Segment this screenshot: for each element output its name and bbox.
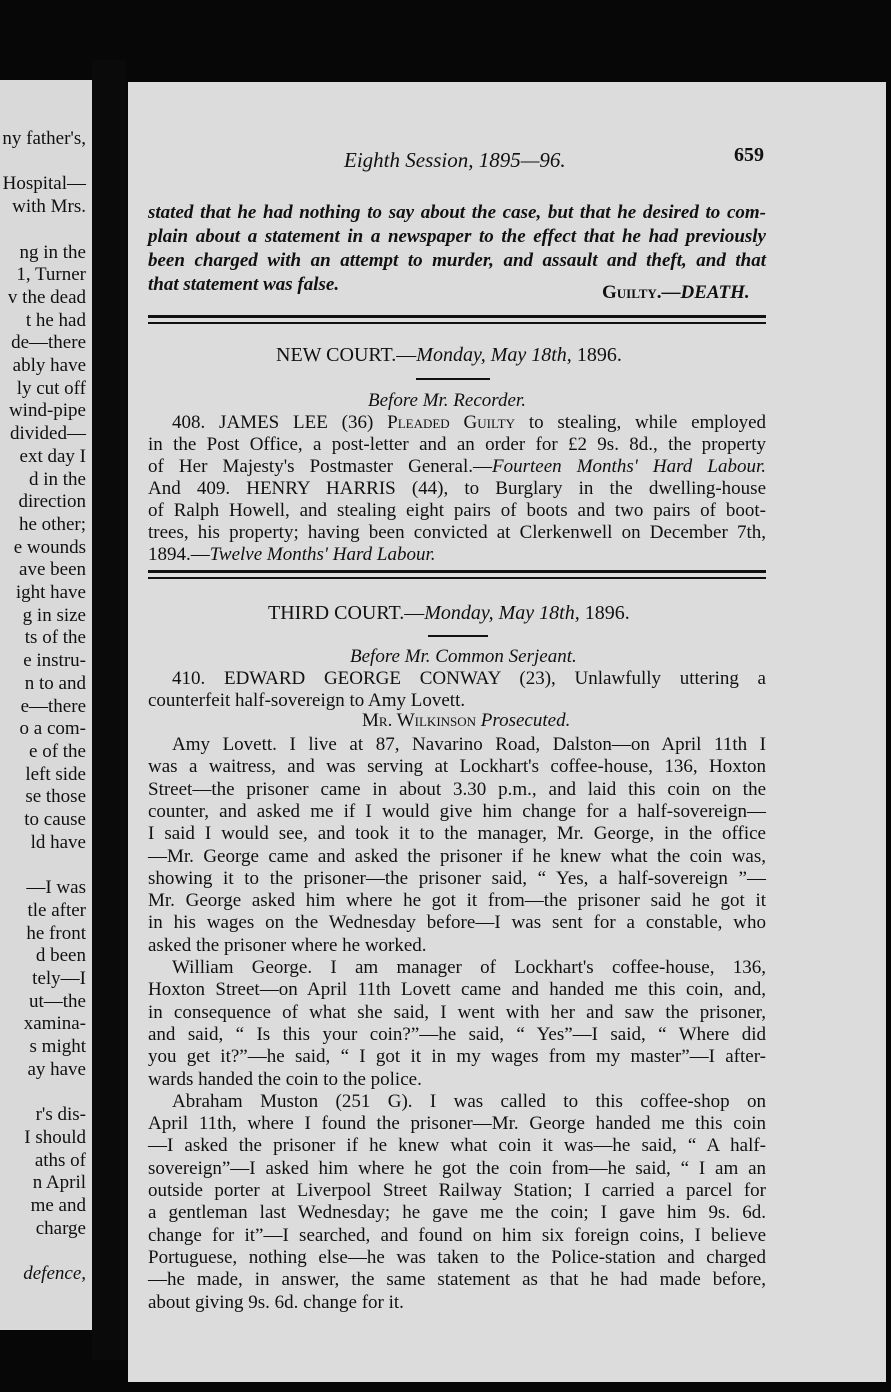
new-court-before: Before Mr. Recorder. bbox=[368, 390, 526, 411]
verdict-text-line: been charged with an attempt to murder, and assault and theft, and that bbox=[148, 250, 766, 271]
section-rule bbox=[148, 315, 766, 318]
testimony-line: asked the prisoner where he worked. bbox=[148, 934, 427, 956]
left-page-line: charge bbox=[35, 1217, 86, 1239]
left-page-line: e of the bbox=[29, 740, 86, 762]
left-page-line: xamina- bbox=[23, 1013, 86, 1035]
left-page-line: left side bbox=[25, 763, 86, 785]
testimony-line: in his wages on the Wednesday before—I was sent for a constable, who bbox=[148, 912, 766, 934]
left-page-line: ay have bbox=[27, 1058, 86, 1080]
section-rule bbox=[148, 322, 766, 324]
verdict-text-line: that statement was false. bbox=[148, 274, 340, 295]
section-rule bbox=[148, 570, 766, 573]
left-page-line: aths of bbox=[34, 1149, 86, 1171]
left-page-line: direction bbox=[18, 491, 86, 513]
testimony-line: —Mr. George came and asked the prisoner if he knew what the coin was, bbox=[148, 845, 766, 867]
left-page-line: ny father's, bbox=[2, 128, 86, 149]
case-line: trees, his property; having been convicted at Clerkenwell on December 7th, bbox=[148, 522, 766, 543]
case-line: in the Post Office, a post-letter and an order for £2 9s. 8d., the property bbox=[148, 434, 766, 455]
left-page-line: ight have bbox=[15, 582, 86, 603]
book-gutter bbox=[92, 60, 126, 1360]
left-page-line: e—there bbox=[20, 695, 86, 717]
testimony-line: counter, and asked me if I would give him change for a half-sovereign— bbox=[148, 800, 766, 822]
left-page-line: o a com- bbox=[19, 718, 86, 740]
right-page bbox=[128, 82, 886, 1382]
case-line: counterfeit half-sovereign to Amy Lovett. bbox=[148, 690, 466, 711]
testimony-line: in consequence of what she said, I went with her and saw the prisoner, bbox=[148, 1001, 766, 1023]
left-page-line: r's dis- bbox=[35, 1104, 86, 1126]
testimony-line: —he made, in answer, the same statement as that he had made before, bbox=[148, 1269, 766, 1291]
testimony-line: was a waitress, and was serving at Lockhart's coffee-house, 136, Hoxton bbox=[148, 756, 766, 778]
case-line: of Her Majesty's Postmaster General.—Fourteen Months' Hard Labour. bbox=[148, 456, 766, 477]
left-page-line: defence, bbox=[23, 1263, 86, 1284]
verdict-text-line: plain about a statement in a newspaper to the effect that he had previously bbox=[148, 226, 766, 247]
testimony-line: and said, “ Is this your coin?”—he said, “ Yes”—I said, “ Where did bbox=[148, 1023, 766, 1045]
testimony-line: about giving 9s. 6d. change for it. bbox=[148, 1291, 404, 1313]
verdict: Guilty.—DEATH. bbox=[602, 282, 750, 303]
heading-underline bbox=[428, 635, 488, 637]
testimony-line: April 11th, where I found the prisoner—Mr. George handed me this coin bbox=[148, 1113, 766, 1135]
left-page-line: g in size bbox=[22, 604, 86, 626]
left-page-line: ave been bbox=[19, 559, 86, 581]
testimony-line: showing it to the prisoner—the prisoner said, “ Yes, a half-sovereign ”— bbox=[148, 867, 766, 889]
left-page-line: se those bbox=[25, 786, 86, 808]
left-page-line: e wounds bbox=[13, 536, 86, 558]
testimony-line: I said I would see, and took it to the manager, Mr. George, in the office bbox=[148, 823, 766, 845]
section-rule bbox=[148, 577, 766, 579]
case-line: 408. JAMES LEE (36) Pleaded Guilty to stealing, while employed bbox=[172, 412, 766, 433]
left-page-line: divided— bbox=[10, 423, 86, 445]
left-page-fragment bbox=[0, 80, 92, 1330]
running-head: Eighth Session, 1895—96. bbox=[344, 148, 566, 172]
left-page-line: v the dead bbox=[7, 286, 86, 308]
left-page-line: I should bbox=[24, 1126, 86, 1148]
left-page-line: —I was bbox=[26, 877, 86, 899]
left-page-line: to cause bbox=[24, 809, 86, 830]
testimony-line: —I asked the prisoner if he knew what coin it was—he said, “ A half- bbox=[148, 1135, 766, 1157]
left-page-line: t he had bbox=[25, 309, 86, 331]
testimony-line: Street—the prisoner came in about 3.30 p.m., and laid this coin on the bbox=[148, 778, 766, 800]
left-page-line: ng in the bbox=[19, 241, 86, 263]
testimony-line: you get it?”—he said, “ I got it in my wages from my master”—I after- bbox=[148, 1046, 766, 1068]
page-number: 659 bbox=[734, 144, 764, 166]
left-page-line: e instru- bbox=[23, 650, 86, 672]
heading-underline bbox=[416, 378, 490, 380]
testimony-line: Hoxton Street—on April 11th Lovett came and handed me this coin, and, bbox=[148, 979, 766, 1001]
testimony-line: a gentleman last Wednesday; he gave me the coin; I gave him 9s. 6d. bbox=[148, 1202, 766, 1224]
left-page-line: ably have bbox=[12, 355, 86, 376]
left-page-line: he front bbox=[26, 922, 86, 944]
testimony-line: Abraham Muston (251 G). I was called to this coffee-shop on bbox=[172, 1090, 766, 1112]
testimony-line: William George. I am manager of Lockhart's coffee-house, 136, bbox=[172, 957, 766, 978]
left-page-line: d in the bbox=[29, 468, 86, 490]
new-court-heading: NEW COURT.—Monday, May 18th, 1896. bbox=[276, 344, 622, 366]
left-page-line: 1, Turner bbox=[16, 264, 86, 286]
verdict-text-line: stated that he had nothing to say about the case, but that he desired to com- bbox=[148, 202, 766, 223]
case-line: 1894.—Twelve Months' Hard Labour. bbox=[148, 544, 436, 565]
left-page-line: with Mrs. bbox=[12, 196, 86, 218]
left-page-line: ly cut off bbox=[16, 377, 86, 399]
testimony-line: Portuguese, nothing else—he was taken to the Police-station and charged bbox=[148, 1246, 766, 1268]
left-page-line: ext day I bbox=[19, 445, 86, 467]
left-page-line: ts of the bbox=[24, 627, 86, 649]
left-page-line: ld have bbox=[30, 831, 86, 853]
left-page-line: wind-pipe bbox=[8, 400, 86, 422]
case-line: of Ralph Howell, and stealing eight pairs of boots and two pairs of boot- bbox=[148, 500, 766, 521]
prosecution-line: Mr. Wilkinson Prosecuted. bbox=[362, 710, 571, 731]
left-page-line: s might bbox=[29, 1036, 86, 1057]
left-page-line: n April bbox=[32, 1172, 86, 1194]
testimony-line: Amy Lovett. I live at 87, Navarino Road, Dalston—on April 11th I bbox=[172, 734, 766, 755]
testimony-line: Mr. George asked him where he got it from—the prisoner said he got it bbox=[148, 890, 766, 912]
left-page-line: de—there bbox=[11, 332, 86, 354]
left-page-line: ut—the bbox=[29, 990, 86, 1012]
testimony-line: outside porter at Liverpool Street Railway Station; I carried a parcel for bbox=[148, 1180, 766, 1201]
left-page-line: he other; bbox=[18, 513, 86, 535]
case-line: And 409. HENRY HARRIS (44), to Burglary in the dwelling-house bbox=[148, 478, 766, 499]
testimony-line: change for it”—I searched, and found on him six foreign coins, I believe bbox=[148, 1224, 766, 1246]
case-line: 410. EDWARD GEORGE CONWAY (23), Unlawfully uttering a bbox=[172, 668, 766, 689]
third-court-before: Before Mr. Common Serjeant. bbox=[350, 646, 577, 667]
left-page-line: Hospital— bbox=[2, 173, 86, 195]
left-page-line: n to and bbox=[24, 672, 86, 694]
left-page-line: d been bbox=[35, 945, 86, 967]
testimony-line: sovereign”—I asked him where he got the coin from—he said, “ I am an bbox=[148, 1157, 766, 1179]
left-page-line: tle after bbox=[27, 899, 86, 921]
testimony-line: wards handed the coin to the police. bbox=[148, 1068, 422, 1090]
left-page-line: tely—I bbox=[32, 967, 86, 989]
third-court-heading: THIRD COURT.—Monday, May 18th, 1896. bbox=[268, 602, 630, 624]
left-page-line: me and bbox=[30, 1194, 86, 1216]
